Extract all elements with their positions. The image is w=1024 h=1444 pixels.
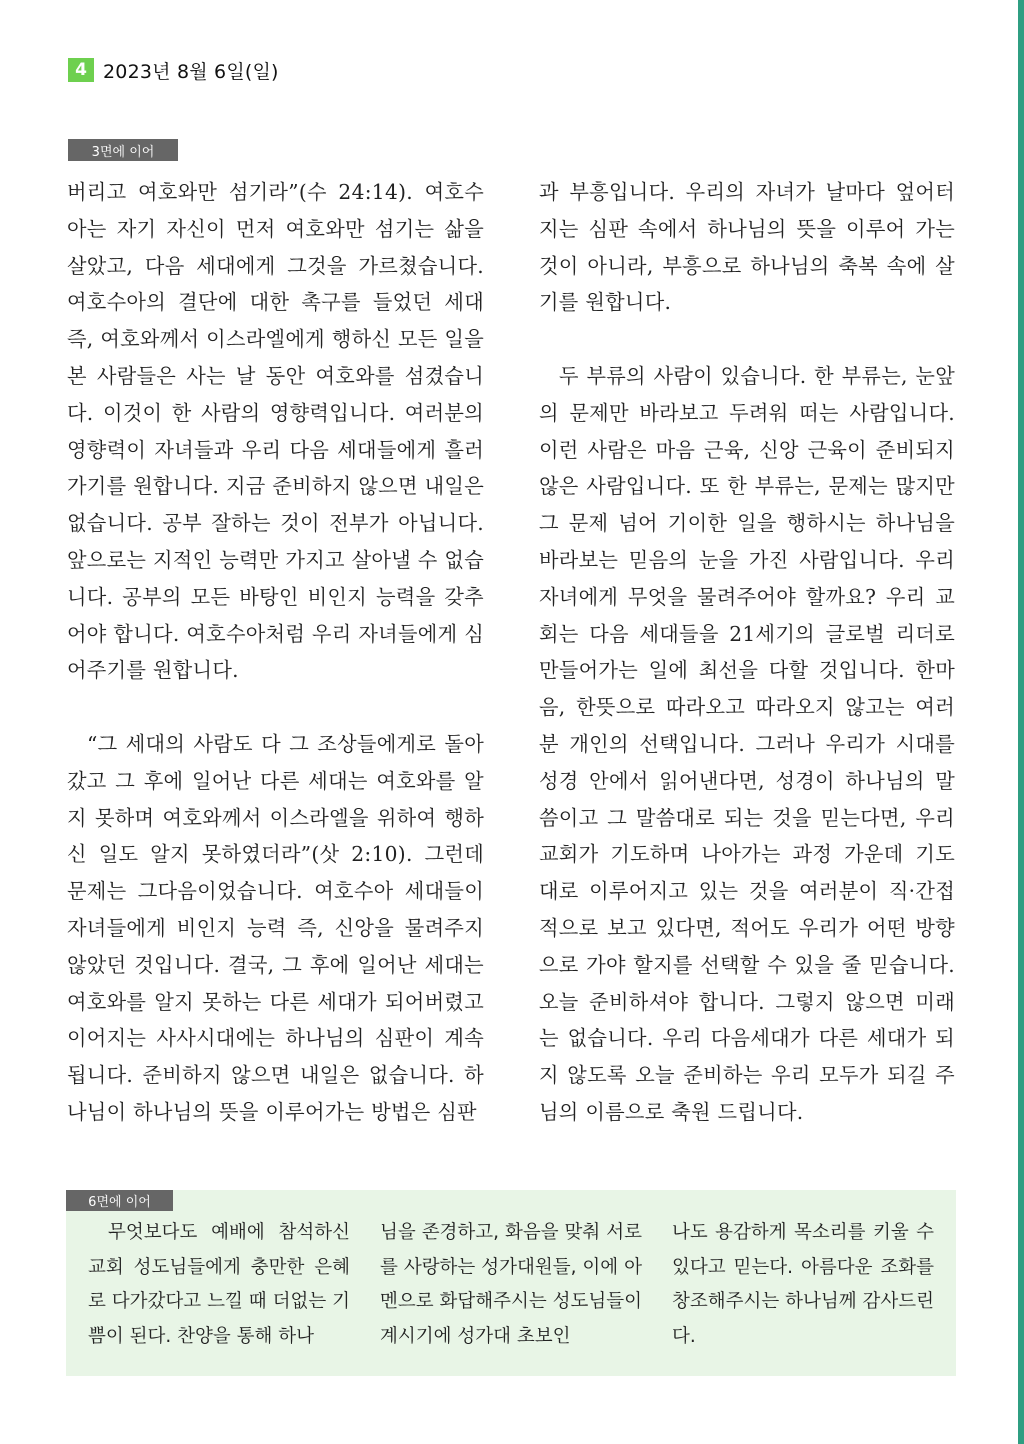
- box-column-3: [672, 1216, 934, 1354]
- issue-date: 2023년 8월 6일(일): [103, 60, 279, 83]
- paragraph: 두 부류의 사람이 있습니다. 한 부류는, 눈앞의 문제만 바라보고 두려워 떠는 사람입니다. 이런 사람은 마음 근육, 신앙 근육이 준비되지 않은 사람입니다. 또 한 부류는, 문제는 많지만 그 문제 넘어 기이한 일을 행하시는 하나님을 바라보는 믿음의 눈을 가진 사람입니다. 우리 자녀에게 무엇을 물려주어야 할까요? 우리 교회는 다음 세대들을 21세기의 글로벌 리더로 만들어가는 일에 최선을 다할 것입니다. 한마음, 한뜻으로 따라오고 따라오지 않고는 여러분 개인의 선택입니다. 그러나 우리가 시대를 성경 안에서 읽어낸다면, 성경이 하나님의 말씀이고 그 말씀대로 되는 것을 믿는다면, 우리 교회가 기도하며 나아가는 과정 가운데 기도 대로 이루어지고 있는 것을 여러분이 직·간접적으로 보고 있다면, 적어도 우리가 어떤 방향으로 가야 할지를 선택할 수 있을 줄 믿습니다. 오늘 준비하셔야 합니다. 그렇지 않으면 미래는 없습니다. 우리 다음세대가 다른 세대가 되지 않도록 오늘 준비하는 우리 모두가 되길 주님의 이름으로 축원 드립니다.: [539, 363, 955, 1124]
- article-left-column: [67, 174, 484, 1131]
- paragraph: 과 부흥입니다. 우리의 자녀가 날마다 엎어터지는 심판 속에서 하나님의 뜻을 이루어 가는 것이 아니라, 부흥으로 하나님의 축복 속에 살기를 원합니다.: [539, 180, 955, 315]
- box-column-2: [380, 1216, 642, 1354]
- continued-label-box: 6면에 이어: [66, 1190, 173, 1211]
- page-header: [68, 58, 279, 82]
- page-number: 4: [68, 58, 94, 82]
- paragraph: 버리고 여호와만 섬기라”(수 24:14). 여호수아는 자기 자신이 먼저 여호와만 섬기는 삶을 살았고, 다음 세대에게 그것을 가르쳤습니다. 여호수아의 결단에 대한 촉구를 들었던 세대 즉, 여호와께서 이스라엘에게 행하신 모든 일을 본 사람들은 사는 날 동안 여호와를 섬겼습니다. 이것이 한 사람의 영향력입니다. 여러분의 영향력이 자녀들과 우리 다음 세대들에게 흘러가기를 원합니다. 지금 준비하지 않으면 내일은 없습니다. 공부 잘하는 것이 전부가 아닙니다. 앞으로는 지적인 능력만 가지고 살아낼 수 없습니다. 공부의 모든 바탕인 비인지 능력을 갖추어야 합니다. 여호수아처럼 우리 자녀들에게 심어주기를 원합니다.: [67, 180, 484, 683]
- box-column-1: [88, 1216, 350, 1354]
- paragraph: “그 세대의 사람도 다 그 조상들에게로 돌아갔고 그 후에 일어난 다른 세대는 여호와를 알지 못하며 여호와께서 이스라엘을 위하여 행하신 일도 알지 못하였더라”(삿 2:10). 그런데 문제는 그다음이었습니다. 여호수아 세대들이 자녀들에게 비인지 능력 즉, 신앙을 물려주지 않았던 것입니다. 결국, 그 후에 일어난 세대는 여호와를 알지 못하는 다른 세대가 되어버렸고 이어지는 사사시대에는 하나님의 심판이 계속됩니다. 준비하지 않으면 내일은 없습니다. 하나님이 하나님의 뜻을 이루어가는 방법은 심판: [67, 731, 484, 1124]
- continued-label-top: 3면에 이어: [68, 139, 178, 161]
- page-edge-stripe: [1018, 0, 1024, 1444]
- box-paragraph: 님을 존경하고, 화음을 맞춰 서로를 사랑하는 성가대원들, 이에 아멘으로 화답해주시는 성도님들이 계시기에 성가대 초보인: [380, 1222, 642, 1347]
- box-paragraph: 나도 용감하게 목소리를 키울 수 있다고 믿는다. 아름다운 조화를 창조해주시는 하나님께 감사드린다.: [672, 1222, 934, 1347]
- box-paragraph: 무엇보다도 예배에 참석하신 교회 성도님들에게 충만한 은혜로 다가갔다고 느낄 때 더없는 기쁨이 된다. 찬양을 통해 하나: [88, 1222, 350, 1347]
- article-right-column: [539, 174, 955, 1131]
